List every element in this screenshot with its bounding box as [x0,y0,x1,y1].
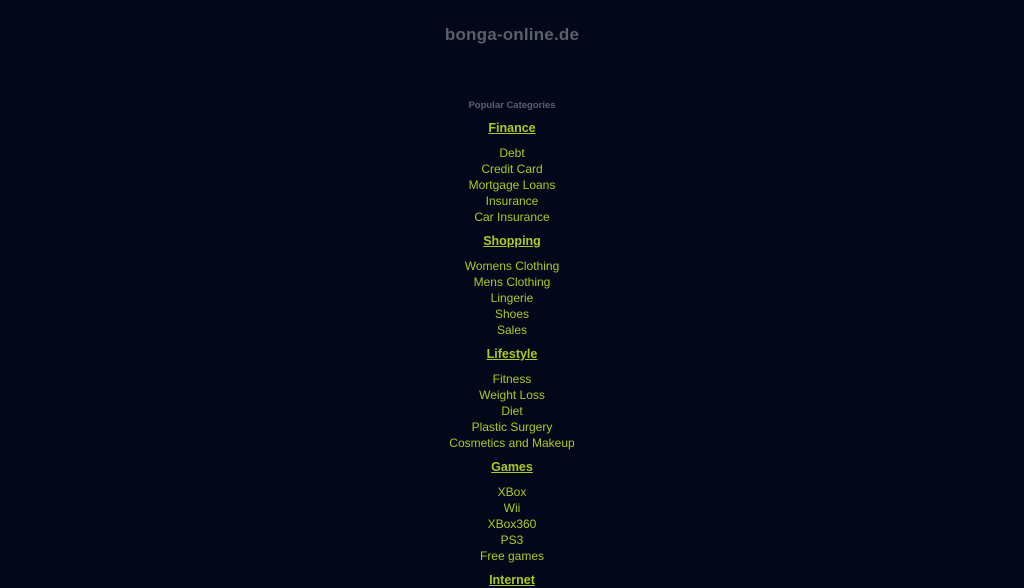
category-item-link[interactable]: Diet [501,404,523,418]
category-item-link[interactable]: Mortgage Loans [468,178,556,192]
category-link-shopping[interactable]: Shopping [483,234,541,248]
category-item-link[interactable]: Cosmetics and Makeup [449,436,575,450]
popular-categories-label: Popular Categories [468,100,556,111]
category-section-shopping [0,233,1024,338]
category-item-link[interactable]: Plastic Surgery [471,420,553,434]
category-link-lifestyle[interactable]: Lifestyle [486,347,538,361]
category-item-link[interactable]: Womens Clothing [464,259,560,273]
category-link-games[interactable]: Games [491,460,533,474]
category-item-link[interactable]: Free games [479,549,545,563]
category-item-link[interactable]: Wii [503,501,521,515]
category-section-internet [0,572,1024,588]
category-item-link[interactable]: Fitness [492,372,532,386]
category-item-link[interactable]: Car Insurance [474,210,550,224]
category-section-finance [0,120,1024,225]
category-item-link[interactable]: PS3 [500,533,524,547]
category-item-link[interactable]: XBox [497,485,527,499]
category-item-link[interactable]: Weight Loss [479,388,545,402]
page-title: bonga-online.de [444,25,580,44]
category-item-link[interactable]: Debt [499,146,525,160]
category-item-link[interactable]: Credit Card [481,162,543,176]
category-item-link[interactable]: Shoes [494,307,530,321]
category-item-link[interactable]: Lingerie [490,291,534,305]
category-item-link[interactable]: Mens Clothing [473,275,551,289]
category-link-internet[interactable]: Internet [489,573,535,587]
category-link-finance[interactable]: Finance [488,121,536,135]
category-section-games [0,459,1024,564]
category-item-link[interactable]: Insurance [485,194,539,208]
category-list [0,120,1024,588]
category-item-link[interactable]: XBox360 [487,517,537,531]
category-item-link[interactable]: Sales [496,323,528,337]
category-section-lifestyle [0,346,1024,451]
